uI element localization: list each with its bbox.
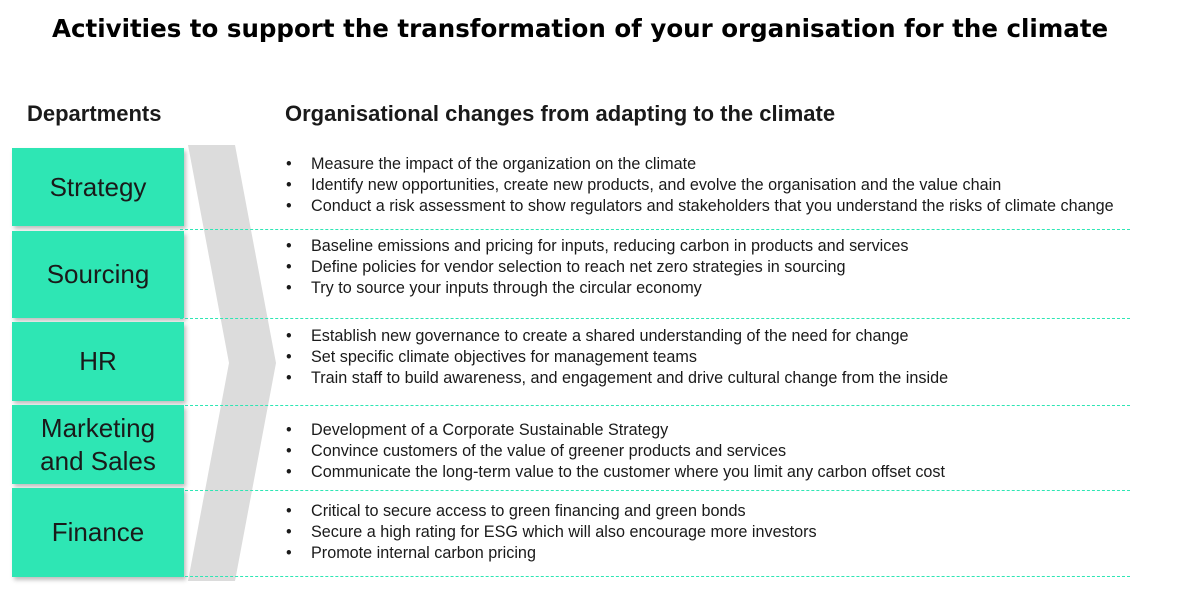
changes-list-hr <box>285 326 948 388</box>
chevron-arrow-shape <box>188 145 276 581</box>
changes-header: Organisational changes from adapting to the climate <box>285 101 836 126</box>
list-item: • Try to source your inputs through the circular economy <box>285 278 908 299</box>
list-item: • Critical to secure access to green financing and green bonds <box>285 501 817 522</box>
row-divider <box>180 490 1130 491</box>
row-divider <box>180 318 1130 319</box>
list-item: • Communicate the long-term value to the customer where you limit any carbon offset cost <box>285 462 945 483</box>
list-item: • Conduct a risk assessment to show regulators and stakeholders that you understand the risks of climate change <box>285 196 1114 217</box>
list-item: • Promote internal carbon pricing <box>285 543 817 564</box>
department-box-sourcing: Sourcing <box>12 231 184 318</box>
changes-list-strategy <box>285 154 1114 216</box>
list-item: • Secure a high rating for ESG which will also encourage more investors <box>285 522 817 543</box>
list-item: • Train staff to build awareness, and engagement and drive cultural change from the inside <box>285 368 948 389</box>
list-item: • Establish new governance to create a shared understanding of the need for change <box>285 326 948 347</box>
list-item: • Baseline emissions and pricing for inputs, reducing carbon in products and services <box>285 236 908 257</box>
department-box-marketing-sales: Marketing and Sales <box>12 405 184 484</box>
department-box-finance: Finance <box>12 488 184 577</box>
department-box-strategy: Strategy <box>12 148 184 226</box>
department-box-hr: HR <box>12 322 184 401</box>
list-item: • Define policies for vendor selection to reach net zero strategies in sourcing <box>285 257 908 278</box>
changes-list-marketing-sales <box>285 420 945 482</box>
chevron-arrow-icon <box>188 145 280 581</box>
list-item: • Development of a Corporate Sustainable Strategy <box>285 420 945 441</box>
list-item: • Measure the impact of the organization on the climate <box>285 154 1114 175</box>
list-item: • Set specific climate objectives for management teams <box>285 347 948 368</box>
changes-list-sourcing <box>285 236 908 298</box>
departments-header: Departments <box>27 101 162 126</box>
list-item: • Identify new opportunities, create new products, and evolve the organisation and the value chain <box>285 175 1114 196</box>
row-divider <box>180 405 1130 406</box>
page-title: Activities to support the transformation of your organisation for the climate <box>52 14 1109 43</box>
list-item: • Convince customers of the value of greener products and services <box>285 441 945 462</box>
row-divider <box>180 576 1130 577</box>
row-divider <box>180 229 1130 230</box>
changes-list-finance <box>285 501 817 563</box>
